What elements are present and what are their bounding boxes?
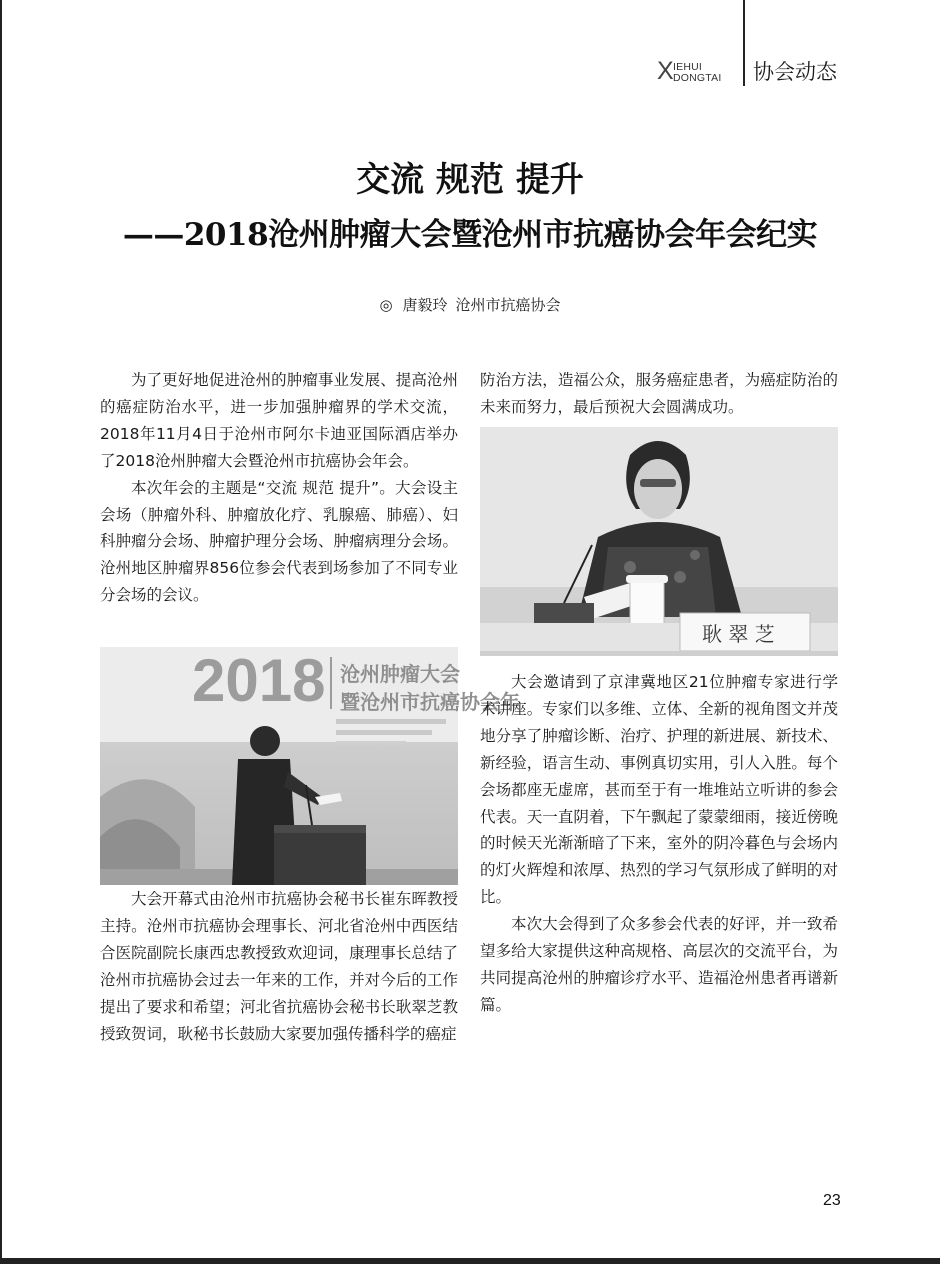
author-org: 沧州市抗癌协会 — [455, 296, 561, 314]
section-title: 协会动态 — [753, 60, 837, 84]
section-logo-initial: X — [657, 57, 674, 85]
page-number: 23 — [823, 1192, 841, 1209]
paragraph: 大会邀请到了京津冀地区21位肿瘤专家进行学术讲座。专家们以多维、立体、全新的视角图文并茂地分享了肿瘤诊断、治疗、护理的新进展、新技术、新经验，语言生动、事例真切实用，引人入胜。每个会场都座无虚席，甚而至于有一堆堆站立听讲的参会代表。天一直阴着，下午飘起了蒙蒙细雨，接近傍晚的时候天光渐渐暗了下来，室外的阴冷暮色与会场内的灯火辉煌和浓厚、热烈的学习气氛形成了鲜明的对比。 — [480, 673, 838, 907]
header-divider — [743, 0, 745, 86]
speaker-seated-illustration — [480, 427, 838, 656]
speaker-seated-photo — [480, 427, 838, 656]
right-column-top — [480, 367, 838, 421]
banner-line2: 暨沧州市抗癌协会年 — [340, 690, 520, 714]
byline-mark: ◎ — [379, 296, 393, 314]
speaker-podium-illustration — [100, 647, 520, 885]
left-column-bottom — [100, 886, 458, 1047]
paragraph: 防治方法，造福公众，服务癌症患者，为癌症防治的未来而努力，最后预祝大会圆满成功。 — [480, 371, 838, 416]
paragraph: 本次大会得到了众多参会代表的好评，并一致希望多给大家提供这种高规格、高层次的交流平台，为共同提高沧州的肿瘤诊疗水平、造福沧州患者再谱新篇。 — [480, 915, 838, 1014]
right-column-bottom — [480, 669, 838, 1019]
paragraph: 大会开幕式由沧州市抗癌协会秘书长崔东晖教授主持。沧州市抗癌协会理事长、河北省沧州中西医结合医院副院长康西忠教授致欢迎词，康理事长总结了沧州市抗癌协会过去一年来的工作，并对今后的工作提出了要求和希望；河北省抗癌协会秘书长耿翠芝教授致贺词，耿秘书长鼓励大家要加强传播科学的癌症 — [100, 890, 458, 1043]
speaker-podium-photo — [100, 647, 520, 885]
section-logo — [657, 56, 737, 86]
section-logo-line2: DONGTAI — [673, 72, 722, 84]
banner-year: 2018 — [192, 647, 326, 714]
banner-line1: 沧州肿瘤大会 — [340, 662, 460, 686]
left-column-top — [100, 367, 458, 609]
page-frame-bottom — [0, 1258, 940, 1264]
article-title: 交流 规范 提升 — [356, 160, 584, 200]
byline — [0, 294, 940, 316]
paragraph: 为了更好地促进沧州的肿瘤事业发展、提高沧州的癌症防治水平，进一步加强肿瘤界的学术交流，2018年11月4日于沧州市阿尔卡迪亚国际酒店举办了2018沧州肿瘤大会暨沧州市抗癌协会年会。 — [100, 371, 458, 470]
paragraph: 本次年会的主题是“交流 规范 提升”。大会设主会场（肿瘤外科、肿瘤放化疗、乳腺癌、肺癌）、妇科肿瘤分会场、肿瘤护理分会场、肿瘤病理分会场。沧州地区肿瘤界856位参会代表到场参加了不同专业分会场的会议。 — [100, 478, 458, 605]
article-subtitle: ——2018沧州肿瘤大会暨沧州市抗癌协会年会纪实 — [122, 217, 818, 253]
author-name: 唐毅玲 — [402, 296, 448, 314]
nameplate-text: 耿 翠 芝 — [702, 622, 775, 646]
section-logo-line1: IEHUI — [673, 61, 703, 73]
